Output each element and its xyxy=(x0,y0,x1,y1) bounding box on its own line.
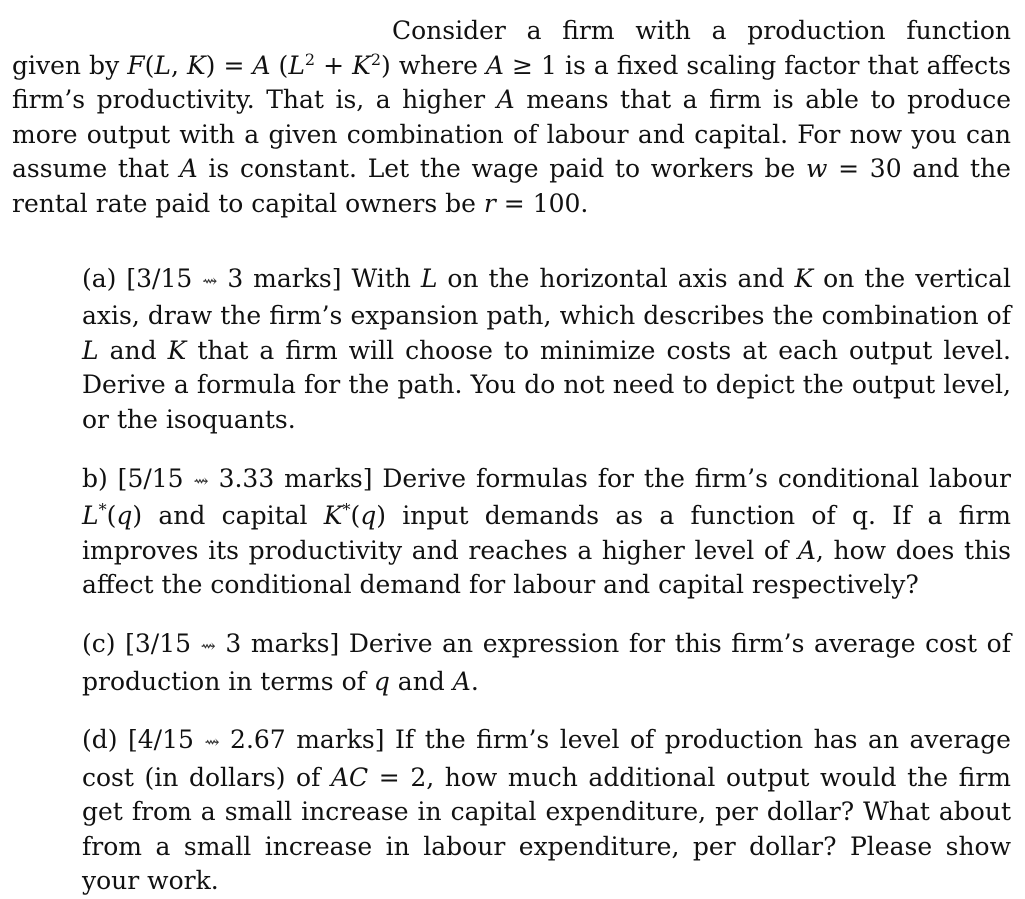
math-A: A xyxy=(797,535,816,565)
ac-value: 2 xyxy=(410,762,427,792)
part-a-marks: 3 marks] xyxy=(227,263,342,293)
part-c xyxy=(82,627,1011,699)
intro-paragraph: Consider a firm with a production function given by F(L, K) = A $(L^2 + K^2)$ where A ≥ 1 is a fixed scaling factor that affects firm’s productivity. That is, a higher A means that a firm is able to produce more output with a given combination of labour and capital. For now you can assume that A is constant. Let the wage paid to workers be w = 30 and the rental rate paid to capital owners be r = 100. xyxy=(12,16,1011,218)
intro-text-3: means that a firm is able to produce more output with a given combination of labour and capital. For now you can assume that xyxy=(12,85,1011,184)
part-b: b) [5/15 ⇝ 3.33 marks] Derive formulas for the firm’s conditional labour L*(q) and capital K*(q) input demands as a function of q. If a firm improves its productivity and reaches a higher level of A, how does this affect the conditional demand for labour and capital respectively? xyxy=(82,463,1012,600)
part-a-text-3: on the vertical axis, draw the firm’s expansion path, which describes the combination of xyxy=(82,263,1012,331)
math-K-star: K xyxy=(323,501,343,531)
squiggle-arrow-icon: ⇝ xyxy=(193,470,209,492)
part-b-text-1: Derive formulas for the firm’s conditional labour xyxy=(372,463,1012,493)
squiggle-arrow-icon: ⇝ xyxy=(202,270,218,292)
wage-value: 30 xyxy=(869,154,902,184)
math-L: L xyxy=(154,50,171,80)
math-K: K xyxy=(186,50,206,80)
math-K: K xyxy=(167,335,187,365)
part-b-text-2: and capital xyxy=(142,501,324,531)
intro-where: where xyxy=(390,50,486,80)
part-d-text-2: , how much additional output would the firm get from a small increase in capital expenditure, per dollar? What about from a small increase in labour expenditure, per dollar? Please show your work. xyxy=(82,762,1011,896)
rental-value: 100 xyxy=(532,188,581,218)
part-a-text-4: and xyxy=(98,335,168,365)
math-L-sq: L xyxy=(288,50,305,80)
math-L-star: L xyxy=(82,501,99,531)
math-L: L xyxy=(420,263,438,293)
math-F: F xyxy=(127,50,145,80)
math-K: K xyxy=(794,263,814,293)
part-a-text-5: that a firm will choose to minimize costs at each output level. Derive a formula for the path. You do not need to depict the output level, or the isoquants. xyxy=(82,335,1011,434)
math-q: q xyxy=(360,501,377,531)
part-c-text-2: and xyxy=(389,666,453,696)
intro-text-5: and the rental rate paid to capital owners be xyxy=(12,154,1011,218)
part-c-marks: 3 marks] xyxy=(225,628,340,658)
math-A: A xyxy=(252,50,271,80)
math-L: L xyxy=(82,335,99,365)
part-a-label: (a) [3/15 xyxy=(82,263,193,293)
part-b-marks: 3.33 marks] xyxy=(218,463,373,493)
math-q: q xyxy=(373,666,390,696)
part-c-text-3: . xyxy=(470,666,479,696)
part-d-marks: 2.67 marks] xyxy=(230,725,385,755)
math-AC: AC xyxy=(330,762,369,792)
part-b-text-3: input demands as a function of q. If a firm improves its productivity and reaches a higher level of xyxy=(82,501,1012,565)
part-d: (d) [4/15 ⇝ 2.67 marks] If the firm’s level of production has an average cost (in dollars) of AC = 2, how much additional output would the firm get from a small increase in capital expenditure, per dollar? What about from a small increase in labour expenditure, per dollar? Please show your work. xyxy=(82,725,1011,896)
part-c-label: (c) [3/15 xyxy=(82,628,192,658)
part-b-label: b) [5/15 xyxy=(82,463,184,493)
math-A-4: A xyxy=(179,154,198,184)
math-q: q xyxy=(116,501,133,531)
squiggle-arrow-icon: ⇝ xyxy=(204,732,220,754)
squiggle-arrow-icon: ⇝ xyxy=(200,635,216,657)
part-c-text-1: Derive an expression for this firm’s average cost of production in terms of xyxy=(82,628,1011,696)
part-b-text-4: , how does this affect the conditional demand for labour and capital respectively? xyxy=(82,535,1011,600)
intro-text-2: is a fixed scaling factor that affects firm’s productivity. That is, a higher xyxy=(12,50,1011,115)
math-ge: ≥ xyxy=(512,50,533,80)
math-r: r xyxy=(483,188,496,218)
math-A-2: A xyxy=(485,50,504,80)
math-A: A xyxy=(452,666,471,696)
math-w: w xyxy=(806,154,828,184)
math-one: 1 xyxy=(541,50,557,80)
math-K-sq: K xyxy=(352,50,371,80)
part-a xyxy=(82,262,1011,438)
intro-text-1: Consider a firm with a production function given by xyxy=(12,16,1011,80)
part-a-text-2: on the horizontal axis and xyxy=(437,263,795,293)
intro-text-4: is constant. Let the wage paid to workers be xyxy=(197,154,807,184)
math-A-3: A xyxy=(496,85,515,115)
part-a-text-1: With xyxy=(341,263,421,293)
part-d-text-1: If the firm’s level of production has an average cost (in dollars) of xyxy=(82,725,1011,792)
part-d-label: (d) [4/15 xyxy=(82,725,194,755)
